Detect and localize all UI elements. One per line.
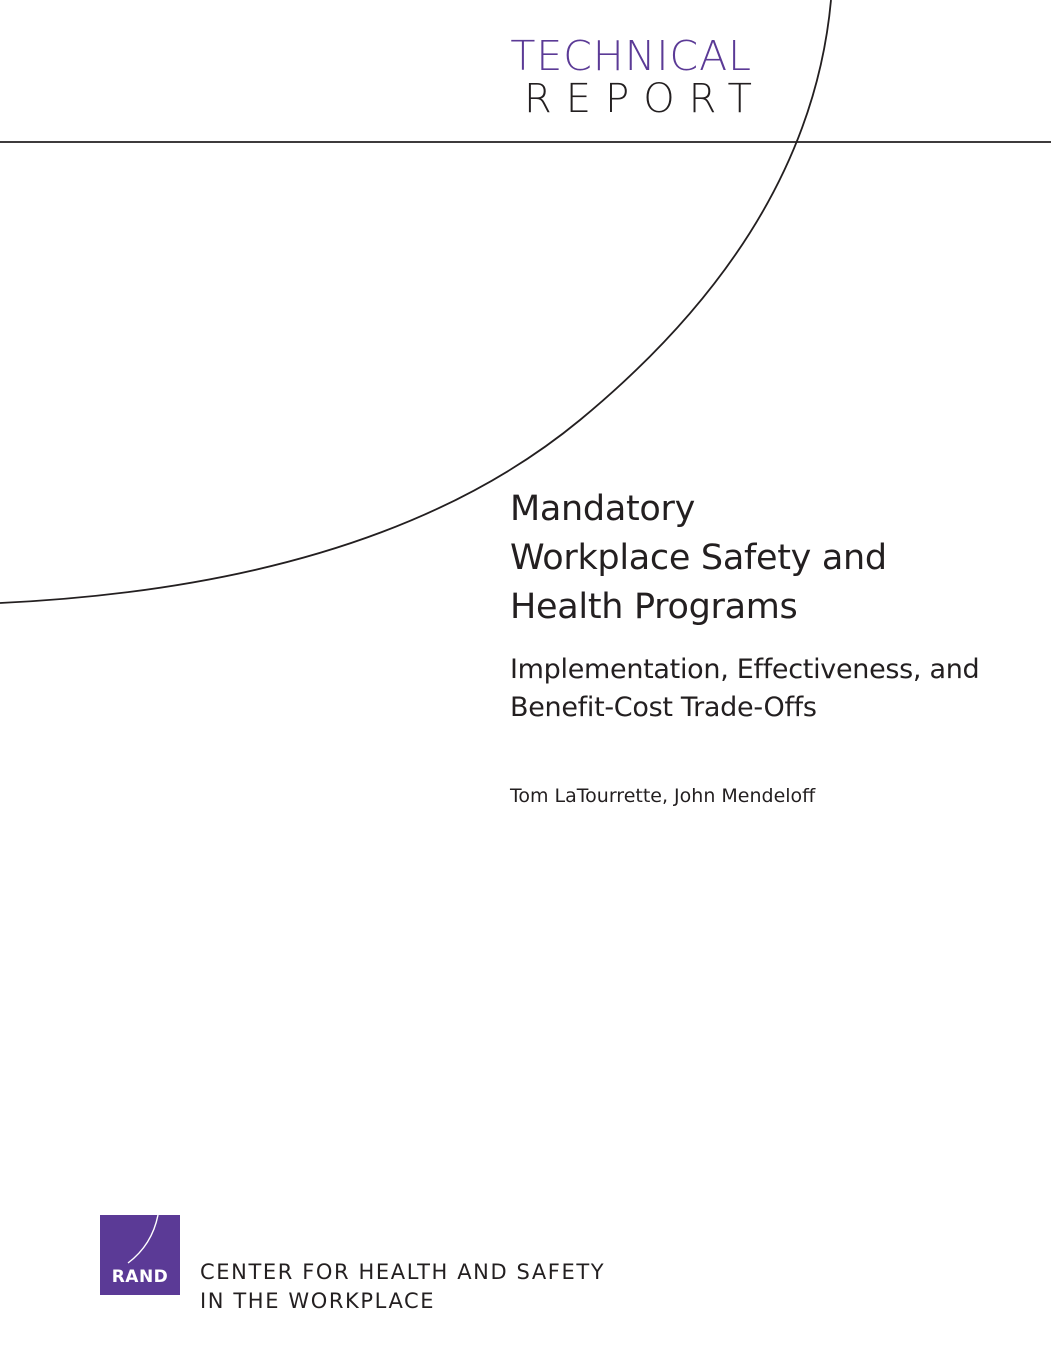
- report-subtitle: [510, 651, 1030, 727]
- title-line-1: Mandatory: [510, 489, 696, 529]
- report-title: [510, 485, 1030, 632]
- unit-name-line-2: IN THE WORKPLACE: [200, 1289, 436, 1313]
- authors: Tom LaTourrette, John Mendeloff: [510, 785, 816, 807]
- subtitle-line-2: Benefit-Cost Trade-Offs: [510, 692, 817, 723]
- title-line-3: Health Programs: [510, 587, 798, 627]
- rand-logo-text: RAND: [111, 1267, 169, 1287]
- publisher-unit-name: [200, 1258, 605, 1316]
- unit-name-line-1: CENTER FOR HEALTH AND SAFETY: [200, 1260, 606, 1284]
- title-line-2: Workplace Safety and: [510, 538, 887, 578]
- series-label: [510, 32, 766, 122]
- rand-logo: [100, 1215, 180, 1295]
- series-label-technical: TECHNICAL: [510, 32, 752, 80]
- subtitle-line-1: Implementation, Effectiveness, and: [510, 654, 980, 685]
- series-label-report: REPORT: [524, 76, 766, 122]
